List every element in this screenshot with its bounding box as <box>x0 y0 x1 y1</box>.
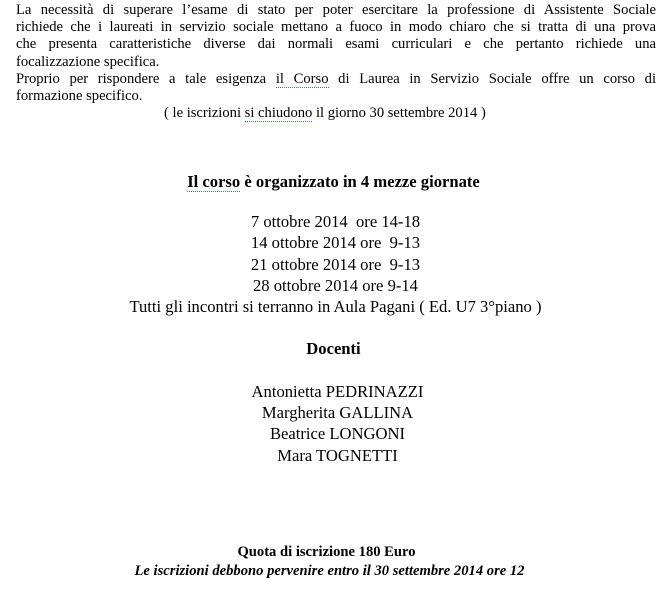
registration-fee: Quota di iscrizione 180 Euro <box>237 544 416 560</box>
note-fragment: ( le iscrizioni <box>164 105 245 122</box>
session-item: 28 ottobre 2014 ore 9-14 <box>253 275 418 295</box>
session-item: 7 ottobre 2014 ore 14-18 <box>250 212 421 231</box>
teachers-heading: Docenti <box>306 339 361 358</box>
note-fragment: il giorno 30 settembre 2014 ) <box>312 105 486 122</box>
teacher-name: Beatrice LONGONI <box>269 424 405 444</box>
course-title <box>0 172 667 192</box>
intro-paragraph-2 <box>16 71 656 123</box>
intro-paragraph-1 <box>16 2 656 71</box>
spellcheck-mark: si chiudono <box>244 105 313 122</box>
intro-text-fragment: Proprio per rispondere a tale esigenza <box>16 70 276 87</box>
location-line: Tutti gli incontri si terranno in Aula Pagani ( Ed. U7 3°piano ) <box>129 297 542 317</box>
spellcheck-mark: Il corso <box>187 172 241 191</box>
session-list <box>2 211 667 317</box>
intro-line: formazione specifico. <box>16 88 143 105</box>
session-item: 14 ottobre 2014 ore 9-13 <box>250 233 421 253</box>
intro-line: che presenta caratteristiche diverse dai normali esami curriculari e che pertanto richiede una <box>16 36 656 53</box>
teacher-name: Antonietta PEDRINAZZI <box>251 382 424 401</box>
intro-text-fragment: di Laurea in Servizio Sociale offre un corso di <box>328 70 657 87</box>
intro-text <box>16 2 656 122</box>
intro-line: La necessità di superare l’esame di stato per poter esercitare la professione di Assistente Sociale <box>16 2 656 18</box>
intro-line: focalizzazione specifica. <box>16 53 160 70</box>
intro-line <box>16 71 656 88</box>
registration-note <box>16 105 656 122</box>
spellcheck-mark: il Corso <box>275 70 329 87</box>
teacher-list <box>4 381 667 466</box>
teacher-name: Margherita GALLINA <box>261 403 414 423</box>
intro-line: richiede che i laureati in servizio sociale mettano a fuoco in modo chiaro che si tratta di una prova <box>16 19 656 36</box>
course-title-rest: è organizzato in 4 mezze giornate <box>240 172 480 191</box>
registration-deadline: Le iscrizioni debbono pervenire entro il 30 settembre 2014 ore 12 <box>134 563 525 579</box>
session-item: 21 ottobre 2014 ore 9-13 <box>250 254 421 274</box>
teacher-name: Mara TOGNETTI <box>277 445 398 465</box>
